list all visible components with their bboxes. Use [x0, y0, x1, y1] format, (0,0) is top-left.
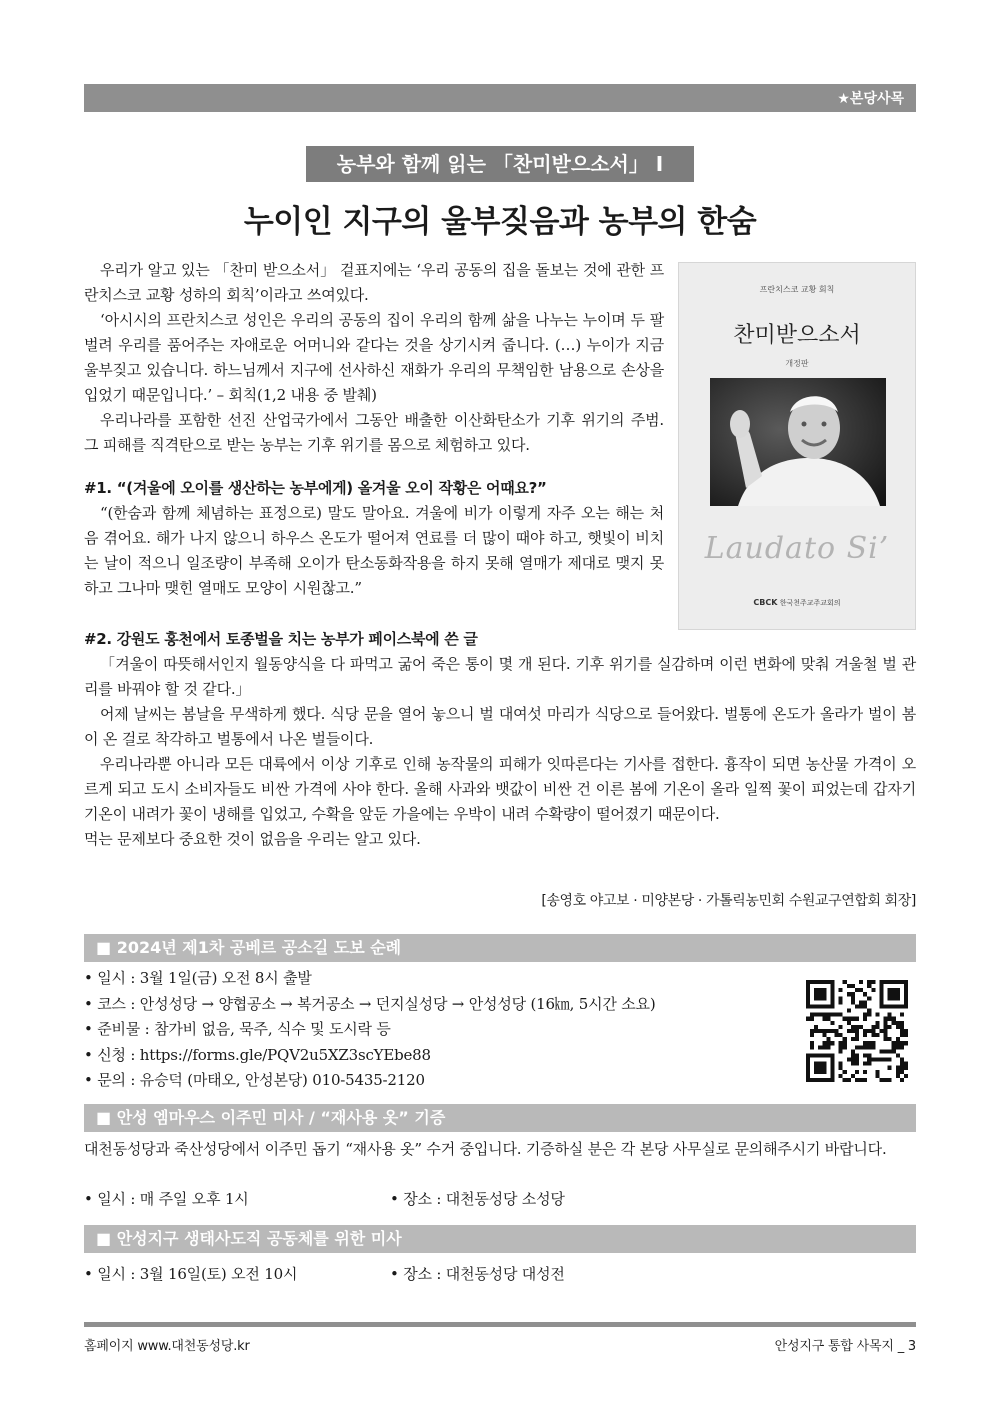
notice-1-item: • 준비물 : 참가비 없음, 묵주, 식수 및 도시락 등: [84, 1017, 655, 1043]
article-intro: [84, 258, 664, 601]
notice-2-time: • 일시 : 매 주일 오후 1시: [84, 1188, 249, 1209]
qr-code[interactable]: [806, 980, 908, 1082]
cbck-name: 한국천주교주교회의: [779, 599, 841, 607]
book-publisher-line: 프란치스코 교황 회칙: [759, 285, 835, 294]
book-script-title: Laudato Si’: [704, 531, 890, 566]
subheading-2-paragraph: 우리나라뿐 아니라 모든 대륙에서 이상 기후로 인해 농작물의 피해가 잇따른다는 기사를 접한다. 흉작이 되면 농산물 가격이 오르게 되고 도시 소비자들도 비싼 가격에 사야 한다. 올해 사과와 뱃값이 비싼 건 이른 봄에 기온이 올라 일찍 꽃이 피었는데 갑자기 기온이 내려가 꽃이 냉해를 입었고, 수확을 앞둔 가을에는 우박이 내려 수확량이 떨어졌기 때문이다.: [84, 755, 916, 823]
notice-3-heading: ■ 안성지구 생태사도직 공동체를 위한 미사: [84, 1225, 916, 1253]
subheading-2-paragraph: 「겨울이 따뜻해서인지 월동양식을 다 파먹고 굶어 죽은 통이 몇 개 된다. 기후 위기를 실감하며 이런 변화에 맞춰 겨울철 벌 관리를 바꿔야 할 것 같다.」: [84, 655, 916, 698]
notice-3-time: • 일시 : 3월 16일(토) 오전 10시: [84, 1263, 297, 1284]
cbck-mark: CBCK: [753, 598, 778, 607]
book-edition: 개정판: [785, 359, 809, 368]
article-title: 누이인 지구의 울부짖음과 농부의 한숨: [243, 204, 757, 240]
subheading-1-body: “(한숨과 함께 체념하는 표정으로) 말도 말아요. 겨울에 비가 이렇게 자주 오는 해는 처음 겪어요. 해가 나지 않으니 하우스 온도가 떨어져 연료를 더 많이 때야 하고, 햇빛이 비치는 날이 적으니 일조량이 부족해 오이가 탄소동화작용을 하지 못해 열매가 제대로 맺지 못하고 그나마 맺힌 열매도 모양이 시원찮고.”: [84, 504, 664, 597]
notice-1-item: • 일시 : 3월 1일(금) 오전 8시 출발: [84, 966, 655, 992]
notice-1-heading: ■ 2024년 제1차 공베르 공소길 도보 순례: [84, 934, 916, 962]
subheading-2: #2. 강원도 홍천에서 토종벌을 치는 농부가 페이스북에 쓴 글: [84, 630, 478, 648]
book-title: 찬미받으소서: [733, 323, 861, 348]
intro-paragraph: 우리나라를 포함한 선진 산업국가에서 그동안 배출한 이산화탄소가 기후 위기의 주범. 그 피해를 직격탄으로 받는 농부는 기후 위기를 몸으로 체험하고 있다.: [84, 411, 664, 454]
subheading-2-paragraph: 어제 날씨는 봄날을 무색하게 했다. 식당 문을 열어 놓으니 벌 대여섯 마리가 식당으로 들어왔다. 벌통에 온도가 올라가 벌이 봄이 온 걸로 착각하고 벌통에서 나온 벌들이다.: [84, 705, 916, 748]
section-label: ★본당사목: [837, 91, 904, 107]
notice-1-item: • 문의 : 유승덕 (마태오, 안성본당) 010-5435-2120: [84, 1068, 655, 1094]
subheading-2-paragraph: 먹는 문제보다 중요한 것이 없음을 우리는 알고 있다.: [84, 830, 421, 848]
series-title: 농부와 함께 읽는 「찬미받으소서」 Ⅰ: [306, 146, 694, 182]
pope-photo: [710, 378, 886, 506]
footer-homepage: 홈페이지 www.대천동성당.kr: [84, 1339, 250, 1354]
author-signature: [송영호 야고보 · 미양본당 · 가톨릭농민회 수원교구연합회 회장]: [541, 893, 916, 909]
article-continued: [84, 626, 916, 852]
intro-paragraph: ‘아시시의 프란치스코 성인은 우리의 공동의 집이 우리의 함께 삶을 나누는 누이며 두 팔 벌려 우리를 품어주는 자애로운 어머니와 같다는 것을 상기시켜 줍니다. (…) 누이가 지금 울부짖고 있습니다. 하느님께서 지구에 선사하신 재화가 우리의 무책임한 남용으로 손상을 입었기 때문입니다.’ – 회칙(1,2 내용 중 발췌): [84, 311, 664, 404]
footer-page-number: 안성지구 통합 사목지 _ 3: [774, 1339, 916, 1354]
section-header-bar: [84, 84, 916, 112]
notice-2-heading: ■ 안성 엠마우스 이주민 미사 / “재사용 옷” 기증: [84, 1104, 916, 1132]
notice-1-item: • 코스 : 안성성당 → 양협공소 → 복거공소 → 던지실성당 → 안성성당 (16㎞, 5시간 소요): [84, 992, 655, 1018]
notice-3-place: • 장소 : 대천동성당 대성전: [390, 1263, 565, 1284]
book-publisher-logo: [679, 598, 915, 608]
intro-paragraph: 우리가 알고 있는 「찬미 받으소서」 겉표지에는 ‘우리 공동의 집을 돌보는 것에 관한 프란치스코 교황 성하의 회칙’이라고 쓰여있다.: [84, 261, 664, 304]
footer-rule: [84, 1322, 916, 1327]
notice-1-list: [84, 966, 655, 1094]
notice-2-body: 대천동성당과 죽산성당에서 이주민 돕기 “재사용 옷” 수거 중입니다. 기증하실 분은 각 본당 사무실로 문의해주시기 바랍니다.: [84, 1140, 887, 1158]
notice-1-item: • 신청 : https://forms.gle/PQV2u5XZ3scYEbe88: [84, 1043, 655, 1069]
subheading-1: #1. “(겨울에 오이를 생산하는 농부에게) 올겨울 오이 작황은 어때요?”: [84, 479, 547, 497]
notice-2-place: • 장소 : 대천동성당 소성당: [390, 1188, 565, 1209]
book-cover-image: [678, 262, 916, 630]
